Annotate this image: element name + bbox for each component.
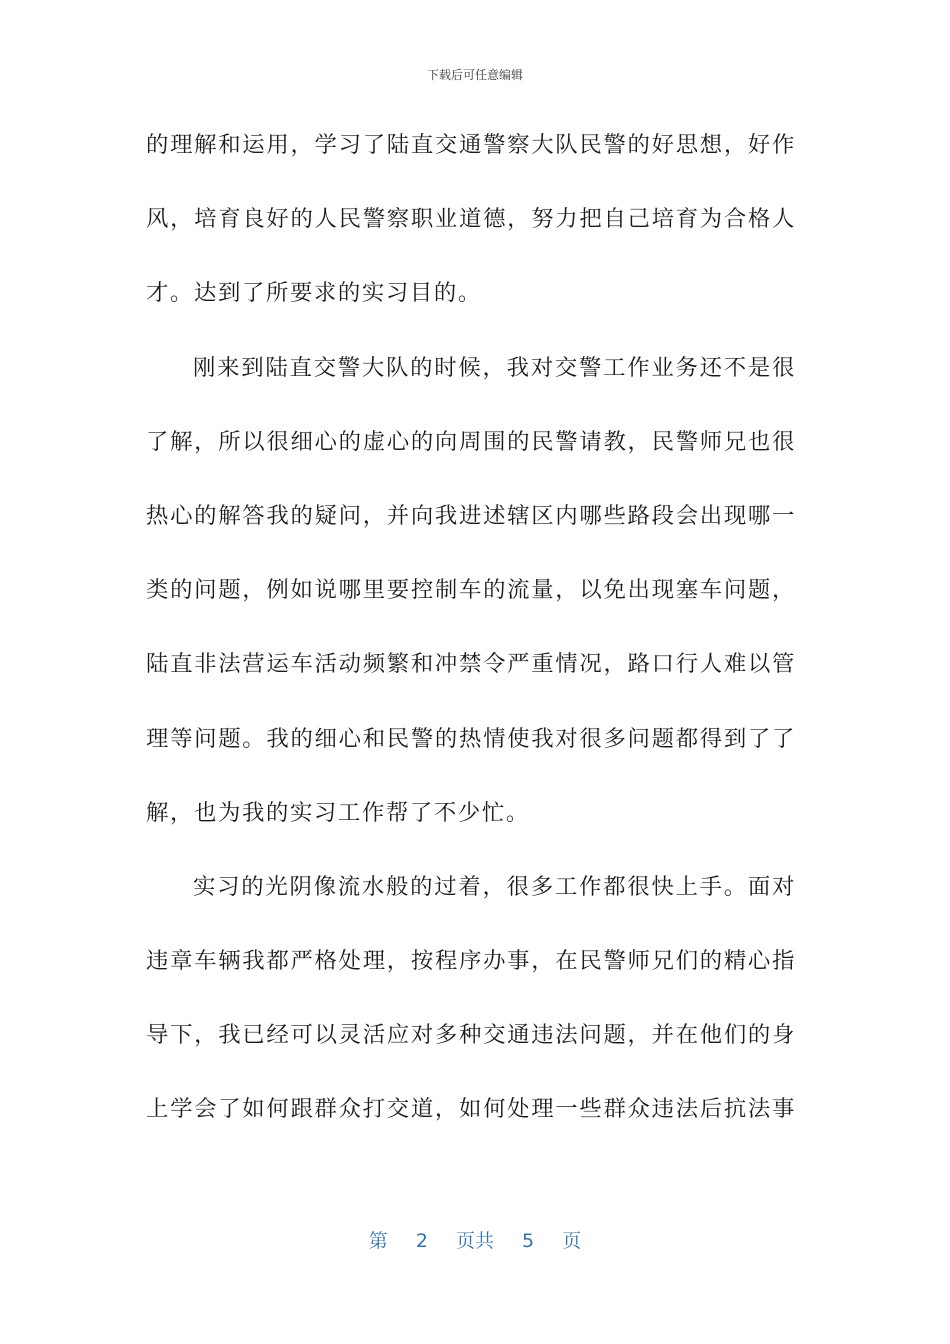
text-line: 了解，所以很细心的虚心的向周围的民警请教，民警师兄也很	[146, 428, 796, 455]
header-text: 下载后可任意编辑	[426, 68, 523, 82]
text-line: 热心的解答我的疑问，并向我进述辖区内哪些路段会出现哪一	[146, 502, 796, 529]
total-pages-number: 5	[522, 1230, 535, 1252]
text-line: 类的问题，例如说哪里要控制车的流量，以免出现塞车问题，	[146, 577, 796, 604]
text-line: 刚来到陆直交警大队的时候，我对交警工作业务还不是很	[193, 354, 796, 381]
page-footer	[0, 1226, 950, 1253]
footer-prefix: 第	[368, 1230, 388, 1252]
footer-middle: 页共	[455, 1230, 494, 1252]
current-page-number: 2	[415, 1230, 428, 1252]
text-line: 解，也为我的实习工作帮了不少忙。	[146, 799, 530, 826]
text-line: 陆直非法营运车活动频繁和冲禁令严重情况，路口行人难以管	[146, 651, 796, 678]
text-line: 的理解和运用，学习了陆直交通警察大队民警的好思想，好作	[146, 132, 796, 158]
text-line: 风，培育良好的人民警察职业道德，努力把自己培育为合格人	[146, 206, 796, 233]
text-line: 上学会了如何跟群众打交道，如何处理一些群众违法后抗法事	[146, 1096, 796, 1123]
text-line: 导下，我已经可以灵活应对多种交通违法问题，并在他们的身	[146, 1022, 796, 1049]
text-line: 理等问题。我的细心和民警的热情使我对很多问题都得到了了	[146, 725, 796, 752]
text-line: 违章车辆我都严格处理，按程序办事，在民警师兄们的精心指	[146, 948, 796, 975]
page-header	[0, 66, 950, 83]
text-line: 实习的光阴像流水般的过着，很多工作都很快上手。面对	[193, 873, 796, 900]
document-body	[146, 120, 796, 1159]
text-line: 才。达到了所要求的实习目的。	[146, 280, 482, 307]
footer-suffix: 页	[562, 1230, 582, 1252]
